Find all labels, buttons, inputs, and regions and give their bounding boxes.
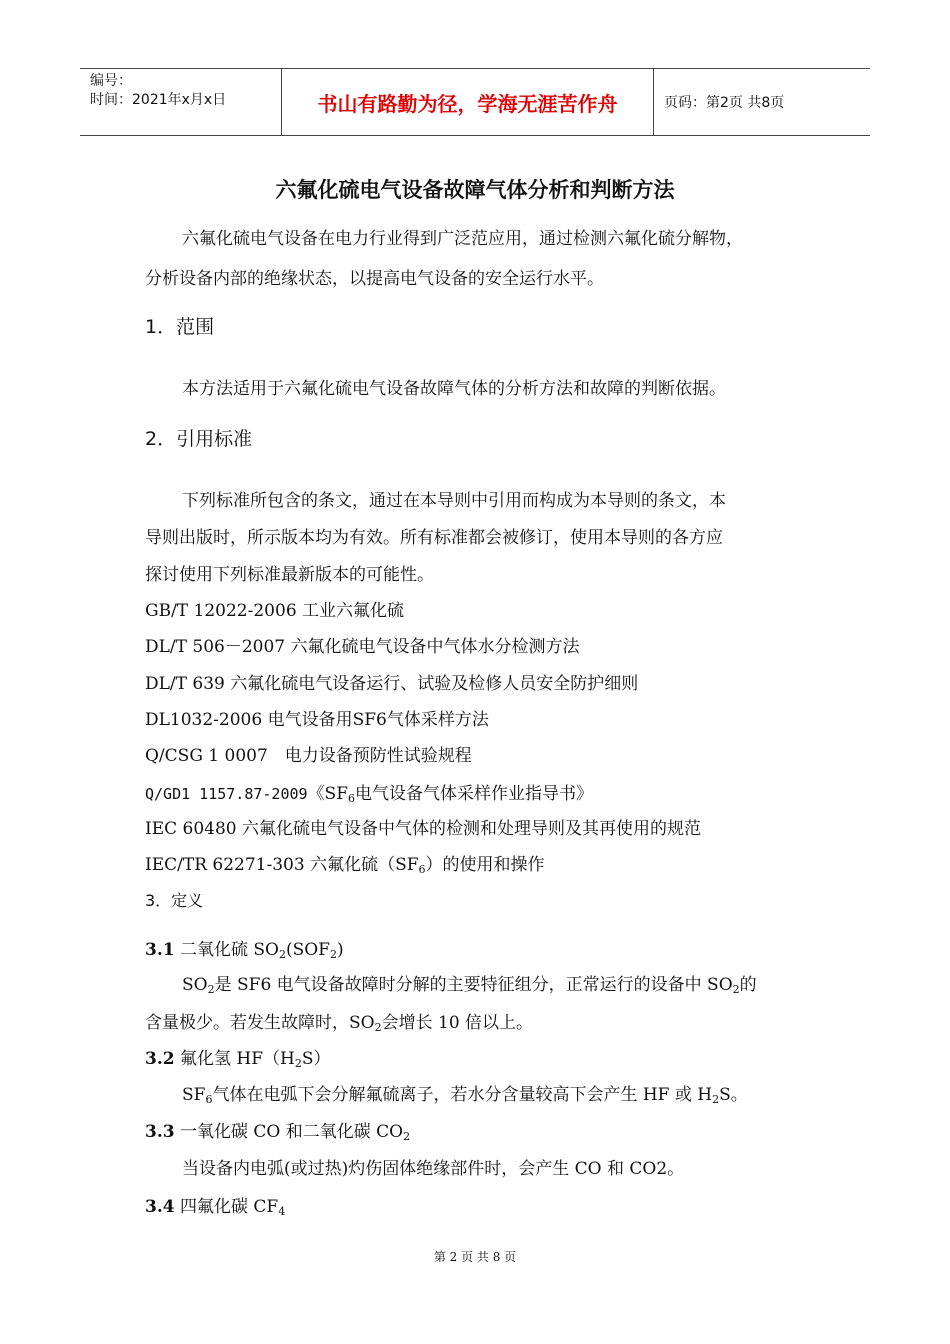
page-footer: 第 2 页 共 8 页	[433, 1250, 517, 1264]
definition-3-3-line: 当设备内电弧(或过热)灼伤固体绝缘部件时，会产生 CO 和 CO2。	[182, 1159, 685, 1179]
section-2-body-1: 下列标准所包含的条文，通过在本导则中引用而构成为本导则的条文，本	[182, 491, 726, 511]
reference-8: IEC/TR 62271-303 六氟化硫$(SF_6)$的使用和操作	[145, 855, 545, 876]
reference-5: Q/CSG 1 0007 电力设备预防性试验规程	[145, 746, 472, 766]
reference-7: IEC 60480 六氟化硫电气设备中气体的检测和处理导则及其再使用的规范	[145, 819, 702, 839]
reference-6: Q/GD1 1157.87-2009《$SF_6$电气设备气体采样作业指导书》	[145, 784, 594, 805]
section-2-body-3: 探讨使用下列标准最新版本的可能性。	[145, 565, 434, 585]
section-2-heading: 2．引用标准	[145, 428, 253, 450]
section-3-heading: 3．定义	[145, 891, 204, 910]
reference-3: DL/T 639 六氟化硫电气设备运行、试验及检修人员安全防护细则	[145, 674, 639, 694]
definition-3-1-title: 3.1 二氧化硫 $SO_2(SOF_2)$	[145, 940, 344, 961]
definition-3-4-title: 3.4 四氟化碳 $CF_4$	[145, 1197, 286, 1218]
page-header	[80, 68, 870, 136]
definition-3-3-title: 3.3 一氧化碳 CO 和二氧化碳 $CO_2$	[145, 1122, 411, 1143]
definition-3-2-line: $SF_6$气体在电弧下会分解氟硫离子，若水分含量较高下会产生 HF 或 $H_2S$。	[182, 1085, 748, 1106]
header-page-info: 页码：第2页 共8页	[664, 95, 785, 111]
intro-line-2: 分析设备内部的绝缘状态，以提高电气设备的安全运行水平。	[145, 269, 604, 289]
header-meta	[80, 69, 282, 135]
header-motto: 书山有路勤为径，学海无涯苦作舟	[282, 69, 654, 135]
definition-3-1-line-1: $SO_2$是 SF6 电气设备故障时分解的主要特征组分，正常运行的设备中 $SO_2$的	[182, 975, 757, 996]
time-label: 时间：2021年x月x日	[90, 92, 227, 108]
number-label: 编号：	[90, 73, 132, 89]
reference-1: GB/T 12022-2006 工业六氟化硫	[145, 601, 405, 621]
intro-line-1: 六氟化硫电气设备在电力行业得到广泛范应用，通过检测六氟化硫分解物，	[182, 229, 743, 249]
definition-3-2-title: 3.2 氟化氢 $HF(H_2S)$	[145, 1049, 331, 1070]
reference-2: DL/T 506－2007 六氟化硫电气设备中气体水分检测方法	[145, 637, 580, 657]
section-2-body-2: 导则出版时，所示版本均为有效。所有标准都会被修订，使用本导则的各方应	[145, 528, 723, 548]
section-1-body: 本方法适用于六氟化硫电气设备故障气体的分析方法和故障的判断依据。	[182, 379, 726, 399]
section-1-heading: 1．范围	[145, 316, 215, 338]
definition-3-1-line-2: 含量极少。若发生故障时，$SO_2$会增长 10 倍以上。	[145, 1013, 534, 1034]
document-title: 六氟化硫电气设备故障气体分析和判断方法	[275, 178, 675, 202]
reference-4: DL1032-2006 电气设备用SF6气体采样方法	[145, 710, 489, 730]
